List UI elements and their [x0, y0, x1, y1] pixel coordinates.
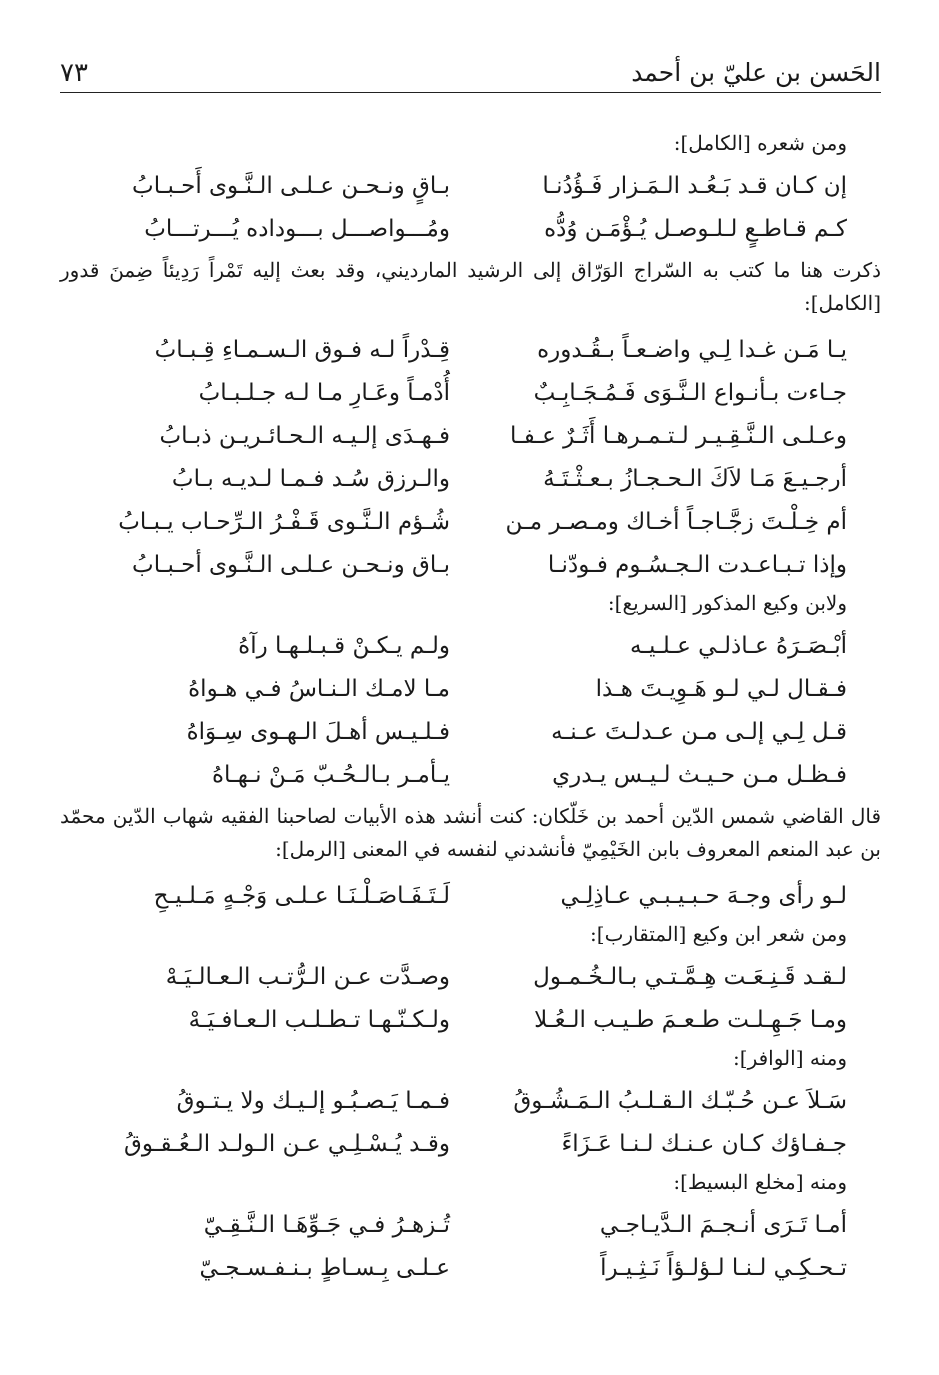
verse-introduction: ومن شعره [الكامل]:: [673, 131, 847, 155]
verse-line: [60, 1122, 847, 1165]
verse-line: [60, 1079, 847, 1122]
first-hemistich: أرجـيـعَ مَـا لاَكَ الـحـجـازُ بـعـثْـتَـهُ: [543, 465, 847, 492]
verse-line: [60, 998, 847, 1041]
first-hemistich: وعـلـى الـنَّـقِـيـر لـتـمـرهـا أَثَـرٌ عـفـا: [510, 422, 847, 449]
first-hemistich: لـو رأى وجـهَ حـبـيـبـي عـاذِلِـي: [560, 882, 847, 909]
second-hemistich: والـرزق سُـد فـمـا لـديـه بـابُ: [171, 465, 450, 492]
verse-introduction: ومن شعر ابن وكيع [المتقارب]:: [590, 922, 847, 946]
first-hemistich: ومـا جَـهِـلـت طـعـمَ طـيـب الـعُـلا: [534, 1006, 847, 1033]
first-hemistich: أبْـصَـرَهُ عـاذلـي عـلـيـه: [629, 632, 847, 659]
second-hemistich: ومُـــواصـــل بـــوداده يُـــرتـــابُ: [144, 215, 450, 242]
verse-line: [60, 874, 847, 917]
verse-line: [60, 543, 847, 586]
prose-paragraph: ذكرت هنا ما كتب به السّراج الوَرّاق إلى الرشيد المارديني، وقد بعث إليه تَمْراً رَدِيئاً ضِمنَ قدور [الكامل]:: [60, 258, 881, 315]
verse-line: [60, 500, 847, 543]
first-hemistich: أم خِـلْـتَ زجَّـاجـاً أخـاك ومـصـر مـن: [505, 508, 847, 535]
verse-line: [60, 1203, 847, 1246]
page-number: ٧٣: [60, 58, 88, 88]
first-hemistich: فـظـل مـن حـيـث لـيـس يـدري: [552, 761, 847, 788]
second-hemistich: قِـدْراً لـه فـوق الـسـمـاءِ قِـبـابُ: [154, 336, 450, 363]
verse-line: [60, 207, 847, 250]
page-header: [60, 56, 881, 93]
second-hemistich: فـمـا يَـصـبُـو إلـيـك ولا يـتـوقُ: [176, 1087, 450, 1114]
first-hemistich: يـا مَـن غـدا لِـي واضـعـاً بـقُـدوره: [537, 336, 847, 363]
second-hemistich: وصـدَّت عـن الـرُّتـب الـعـالـيَـهْ: [165, 963, 450, 990]
second-hemistich: لَـتَـفَـاصَـلْـنَـا عـلـى وَجْـهٍ مَـلـيـحِ: [153, 882, 450, 909]
verse-introduction: ومنه [الوافر]:: [733, 1046, 847, 1070]
verse-introduction: ولابن وكيع المذكور [السريع]:: [607, 591, 847, 615]
second-hemistich: أُدْمـاً وعَـارِ مـا لـه جـلـبـابُ: [198, 379, 450, 406]
verse-line: [60, 164, 847, 207]
second-hemistich: بـاق ونـحـن عـلـى الـنَّـوى أحـبـابُ: [132, 551, 450, 578]
page-content: [60, 126, 881, 1289]
first-hemistich: قـل لِـي إلـى مـن عـدلـتَ عـنـه: [551, 718, 847, 745]
verse-introduction: ومنه [مخلع البسيط]:: [673, 1170, 847, 1194]
second-hemistich: مـا لامـك الـنـاسُ فـي هـواهُ: [188, 675, 450, 702]
first-hemistich: أمـا تَـرَى أنـجـمَ الـدَّيـاجـي: [599, 1211, 847, 1238]
second-hemistich: عـلـى بِـسـاطٍ بـنـفـسـجـيّ: [199, 1254, 450, 1281]
second-hemistich: شُـؤم الـنَّـوى قَـفْـرُ الـرِّحـاب يـبـابُ: [118, 508, 450, 535]
second-hemistich: بـاقٍ ونـحـن عـلـى الـنَّـوى أَحـبـابُ: [132, 172, 450, 199]
second-hemistich: وقـد يُـسْـلِـي عـن الـولـد الـعُـقـوقُ: [124, 1130, 450, 1157]
second-hemistich: ولـم يـكـنْ قـبـلـهـا رآهُ: [238, 632, 450, 659]
first-hemistich: إن كـان قـد بَـعُـد الـمَـزار فَـؤُدُنـا: [542, 172, 847, 199]
verse-line: [60, 667, 847, 710]
first-hemistich: فـقـال لـي لـو هَـوِيـتَ هـذا: [595, 675, 847, 702]
verse-line: [60, 753, 847, 796]
verse-line: [60, 710, 847, 753]
first-hemistich: تـحـكِـي لـنـا لـؤلـؤاً نَـثِـيـراً: [600, 1254, 847, 1281]
verse-line: [60, 624, 847, 667]
running-title: الحَسن بن عليّ بن أحمد: [631, 58, 881, 87]
first-hemistich: كـم قـاطـعٍ لـلـوصـل يُـؤْمَـن وُدُّه: [544, 215, 847, 242]
verse-line: [60, 414, 847, 457]
verse-line: [60, 457, 847, 500]
first-hemistich: لـقـد قَـنِـعَـت هِـمَّـتـي بـالـخُـمـول: [533, 963, 847, 990]
first-hemistich: جـاءت بـأنـواع الـنَّـوَى فَـمُـجَـابِـبٌ: [533, 379, 847, 406]
second-hemistich: فـلـيـس أهـلَ الـهـوى سِـوَاهُ: [186, 718, 450, 745]
verse-line: [60, 371, 847, 414]
second-hemistich: فـهـدَى إلـيـه الـحـائـريـن ذبـابُ: [159, 422, 450, 449]
verse-line: [60, 1246, 847, 1289]
prose-paragraph: قال القاضي شمس الدّين أحمد بن خَلّكان: كنت أنشد هذه الأبيات لصاحبنا الفقيه شهاب الدّين محمّد بن عبد المنعم المعروف بابن الخَيْمِيّ فأنشدني لنفسه في المعنى [الرمل]:: [60, 804, 881, 861]
second-hemistich: تُـزهـرُ فـي جَـوِّهَـا الـنَّـقِـيّ: [203, 1211, 450, 1238]
verse-line: [60, 955, 847, 998]
second-hemistich: ولـكـنّـهـا تـطـلـب الـعـافـيَـهْ: [188, 1006, 450, 1033]
first-hemistich: وإذا تـبـاعـدت الـجـسُـوم فـودّنـا: [547, 551, 847, 578]
verse-line: [60, 328, 847, 371]
second-hemistich: يـأمـر بـالـحُـبّ مَـنْ نـهـاهُ: [212, 761, 450, 788]
first-hemistich: جـفـاؤك كـان عـنـك لـنـا عَـزَاءً: [561, 1130, 847, 1157]
first-hemistich: سَـلاَ عـن حُـبّـك الـقـلـبُ الـمَـشُـوقُ: [513, 1087, 847, 1114]
